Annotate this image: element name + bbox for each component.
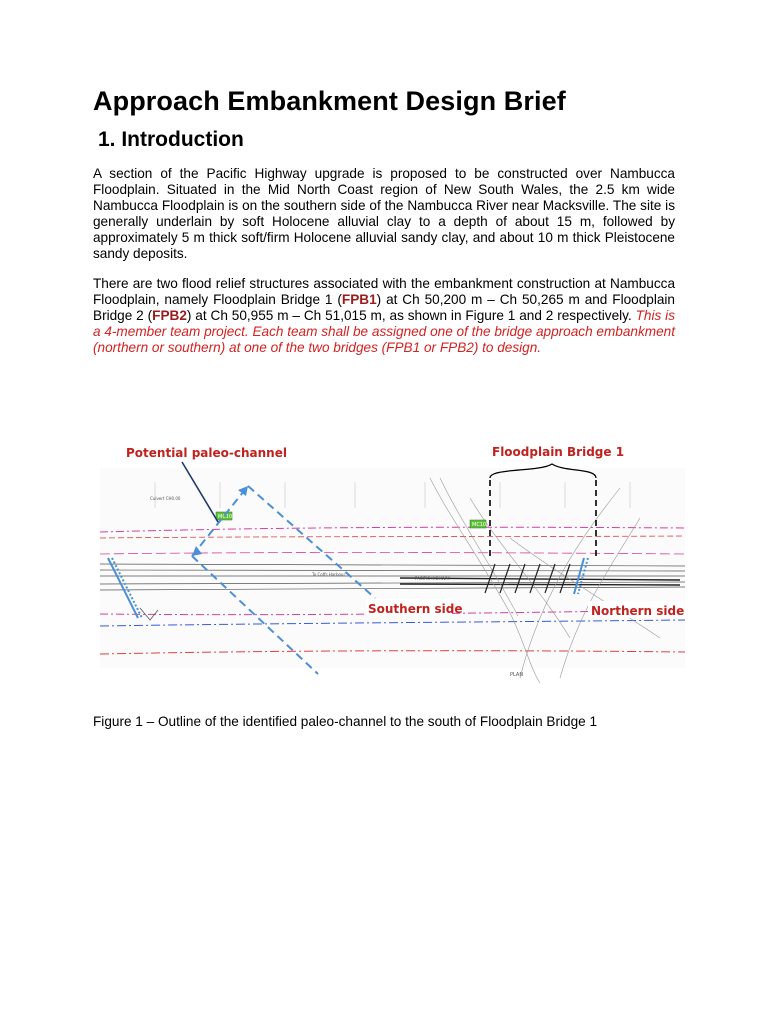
site-plan-figure (100, 438, 685, 686)
figure-caption: Figure 1 – Outline of the identified paleo-channel to the south of Floodplain Bridge 1 (93, 714, 598, 729)
plan-label: PLAN (510, 672, 524, 678)
coffs-harbour-label: To Coffs Harbour (312, 572, 346, 577)
svg-text:MC10: MC10 (218, 514, 233, 520)
mc-label-left (216, 512, 232, 520)
fpb2-label: FPB2 (152, 308, 187, 324)
paleo-channel-label: Potential paleo-channel (126, 446, 287, 460)
mc-label-right (470, 520, 486, 528)
section-heading: 1. Introduction (98, 128, 244, 151)
project-emphasis: This is a 4-member team project. Each team shall be assigned one of the bridge approach embankment (northern or southern) at one of the two bridges (FPB1 or FPB2) to design. (93, 308, 675, 356)
northern-side-label: Northern side (591, 604, 685, 618)
intro-paragraph-2 (93, 276, 675, 356)
intro-paragraph-1: A section of the Pacific Highway upgrade is proposed to be constructed over Nambucca Floodplain. Situated in the Mid North Coast region of New South Wales, the 2.5 km wide Nambucca Floodplain is on the southern side of the Nambucca River near Macksville. The site is generally underlain by soft Holocene alluvial clay to a depth of about 15 m, followed by approximately 5 m thick soft/firm Holocene alluvial sandy clay, and about 10 m thick Pleistocene sandy deposits. (93, 166, 675, 262)
paragraph2-text-1: There are two flood relief structures associated with the embankment construction at Nambucca Floodplain, namely Floodplain Bridge 1 ( (93, 276, 675, 308)
southern-side-label: Southern side (368, 602, 463, 616)
svg-text:MC10: MC10 (472, 522, 487, 528)
paragraph2-text-3: ) at Ch 50,955 m – Ch 51,015 m, as shown in Figure 1 and 2 respectively. (186, 308, 636, 324)
paragraph2-text-2: ) at Ch 50,200 m – Ch 50,265 m and Floodplain Bridge 2 ( (93, 292, 675, 324)
culvert-label: Culvert CH0.00 (150, 496, 181, 501)
plan-drawing-area (100, 468, 685, 668)
document-title: Approach Embankment Design Brief (93, 86, 566, 116)
floodplain-bridge-label: Floodplain Bridge 1 (492, 445, 625, 459)
fpb1-label: FPB1 (341, 292, 377, 308)
highway-label: PACIFIC HIGHWAY (415, 576, 451, 581)
